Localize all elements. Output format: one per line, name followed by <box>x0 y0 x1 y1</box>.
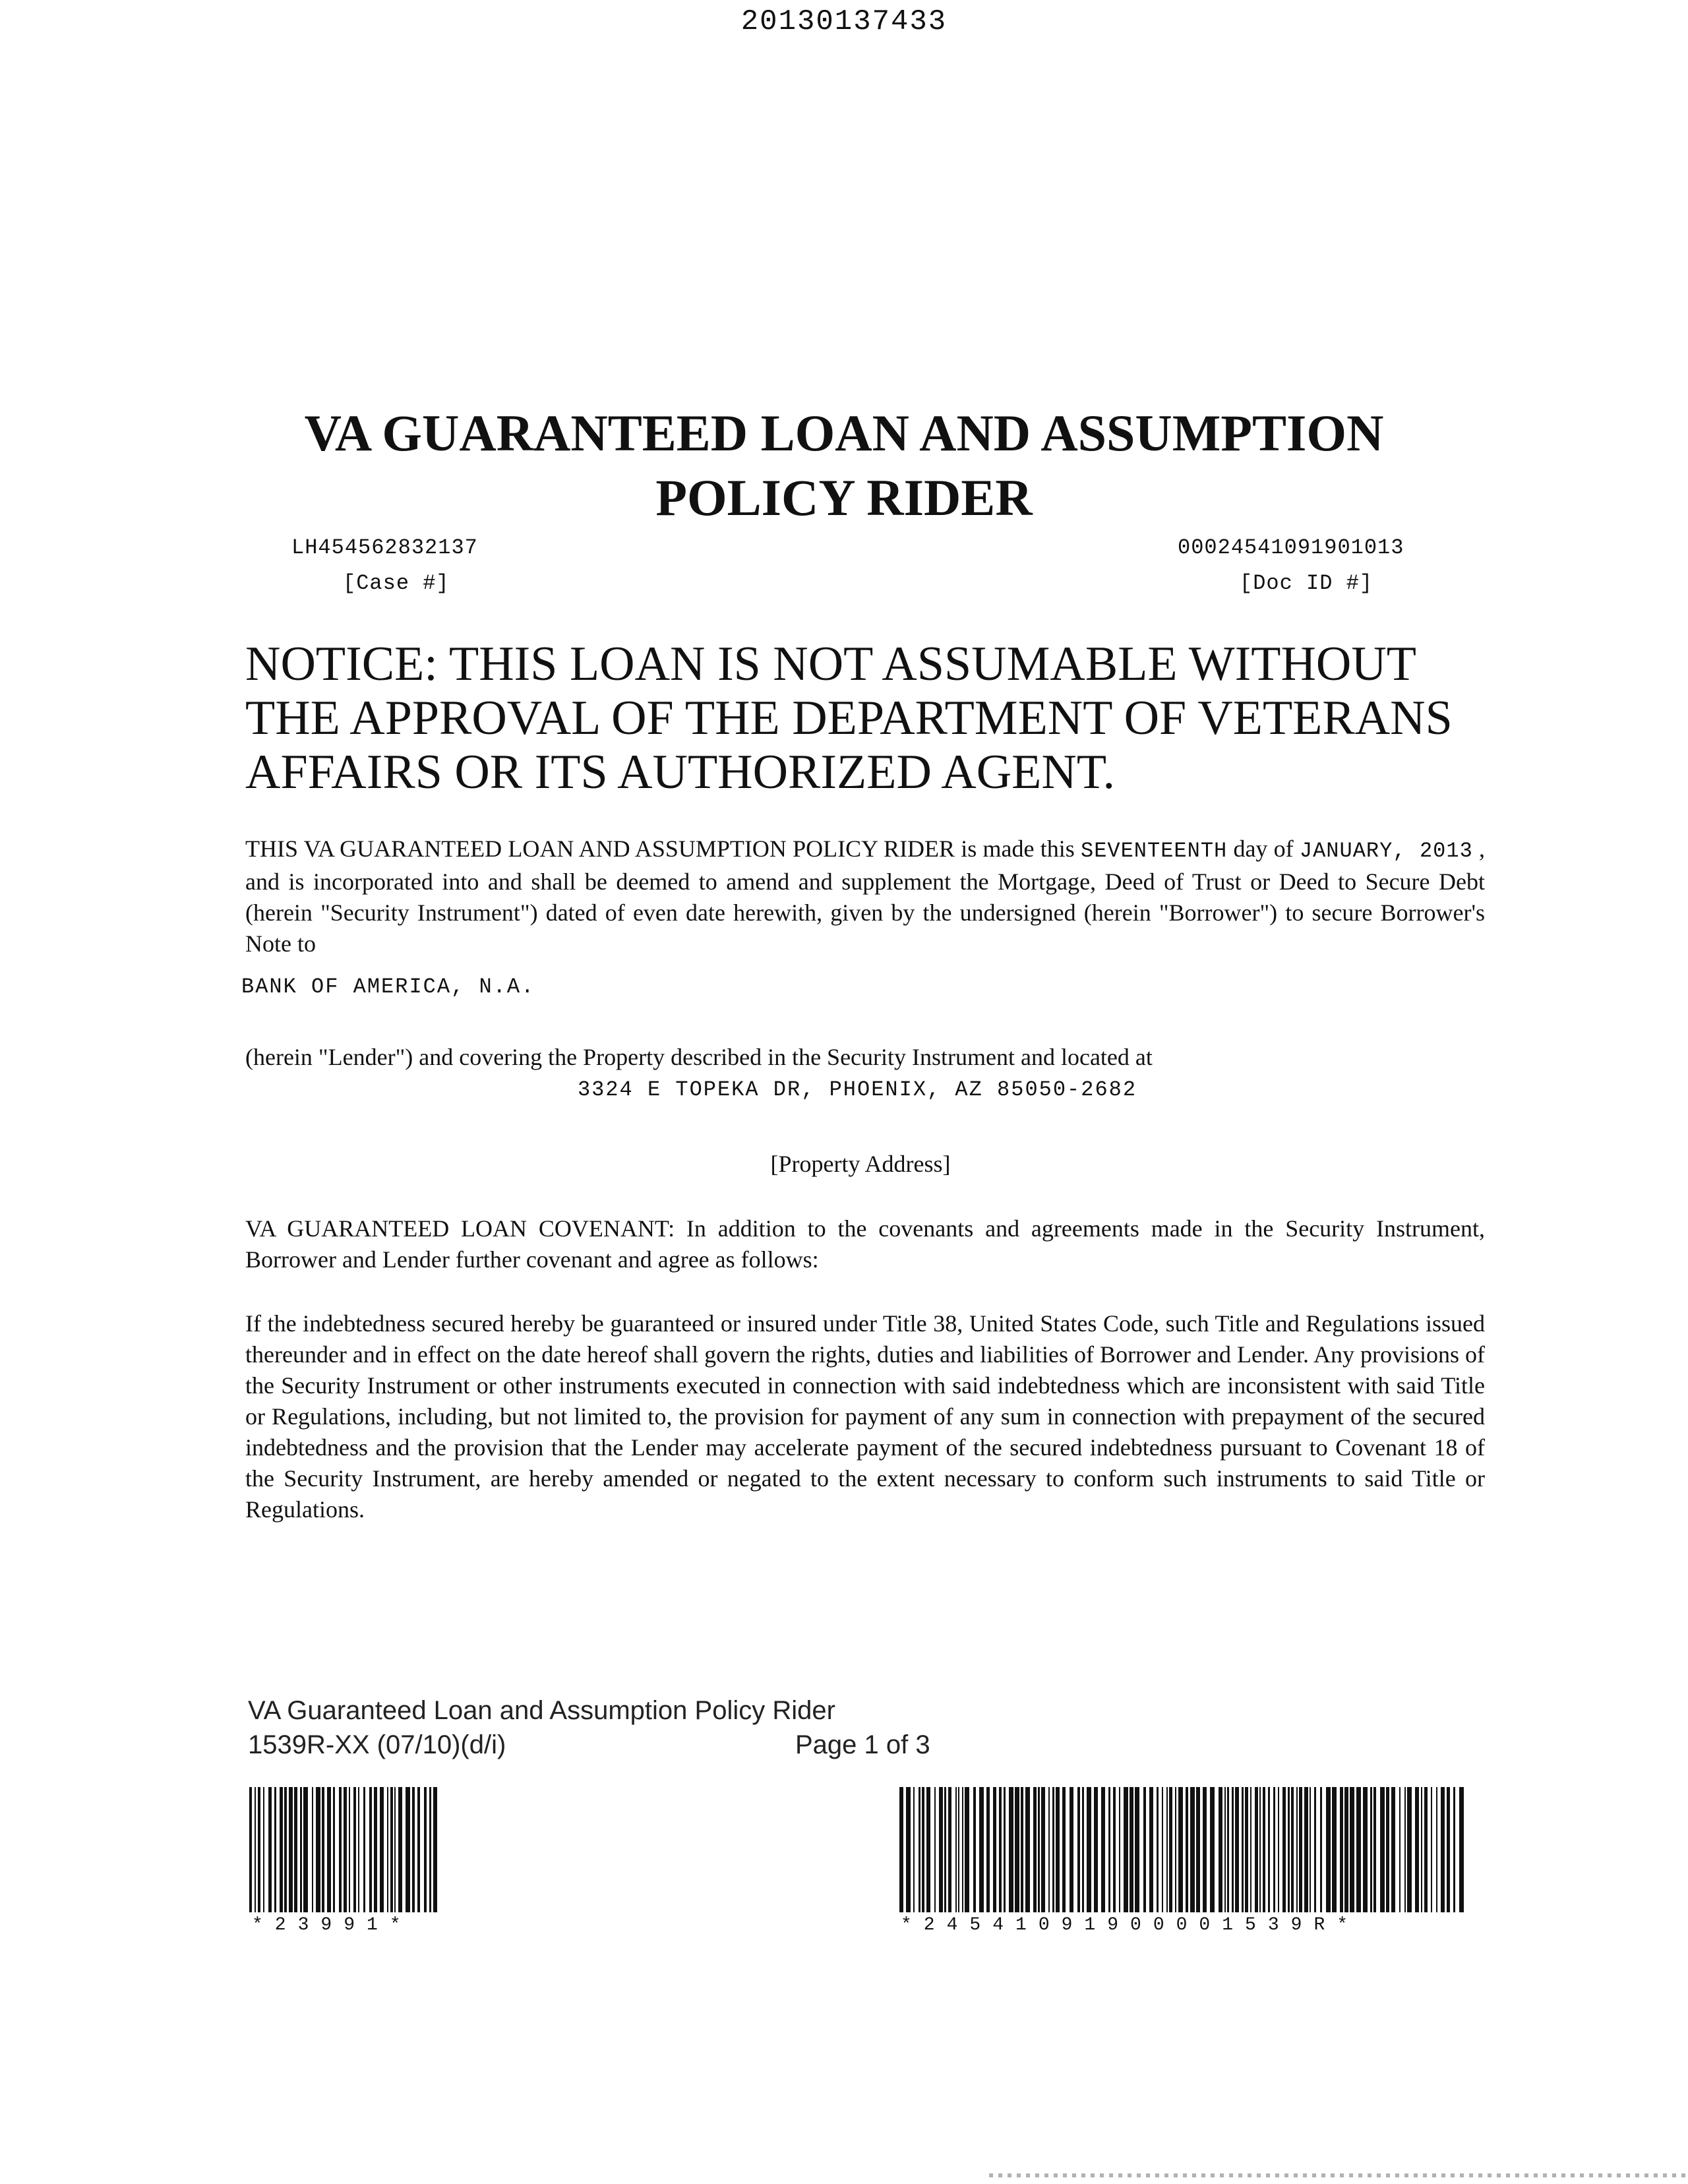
doc-id-number: 00024541091901013 <box>1178 535 1404 560</box>
barcode-bar <box>1310 1787 1311 1912</box>
barcode-bar <box>1259 1787 1261 1912</box>
barcode-bar <box>1108 1787 1110 1912</box>
scan-edge-marks <box>989 2173 1688 2177</box>
barcode-bar <box>284 1787 287 1912</box>
intro-text: THIS VA GUARANTEED LOAN AND ASSUMPTION POLICY RIDER is made this <box>245 835 1081 862</box>
barcode-bar <box>1268 1787 1270 1912</box>
barcode-bar <box>1210 1787 1215 1912</box>
barcode-bar <box>962 1787 963 1912</box>
barcode-bar <box>1015 1787 1019 1912</box>
barcode-bar <box>1326 1787 1331 1912</box>
barcode-bar <box>1370 1787 1372 1912</box>
document-title-line: VA GUARANTEED LOAN AND ASSUMPTION <box>304 404 1384 462</box>
barcode-bar <box>424 1787 427 1912</box>
barcode-bar <box>1178 1787 1183 1912</box>
barcode-bar <box>294 1787 297 1912</box>
barcode-bar <box>913 1787 915 1912</box>
barcode-bar <box>349 1787 350 1912</box>
barcode-bar <box>1404 1787 1406 1912</box>
barcode-bar <box>919 1787 920 1912</box>
barcode-bar <box>1113 1787 1116 1912</box>
barcode-bar <box>300 1787 302 1912</box>
barcode-bar <box>1282 1787 1286 1912</box>
barcode-bar <box>986 1787 990 1912</box>
barcode-bar <box>1227 1787 1229 1912</box>
barcode-bar <box>1288 1787 1290 1912</box>
barcode-bar <box>1304 1787 1308 1912</box>
barcode-bar <box>1196 1787 1200 1912</box>
barcode-bar <box>1130 1787 1133 1912</box>
barcode-bar <box>939 1787 943 1912</box>
barcode-bar <box>1025 1787 1030 1912</box>
barcode-bar <box>1263 1787 1265 1912</box>
case-number: LH454562832137 <box>291 535 478 560</box>
property-address: 3324 E TOPEKA DR, PHOENIX, AZ 85050-2682 <box>577 1077 1137 1102</box>
barcode-bar <box>934 1787 936 1912</box>
barcode-bar <box>1041 1787 1045 1912</box>
barcode-bar <box>374 1787 377 1912</box>
barcode-bar <box>433 1787 437 1912</box>
barcode-bar <box>258 1787 260 1912</box>
barcode-bar <box>255 1787 256 1912</box>
footer-form-name: VA Guaranteed Loan and Assumption Policy Rider <box>248 1696 835 1725</box>
barcode-bar <box>1332 1787 1337 1912</box>
barcode-bar <box>1453 1787 1455 1912</box>
barcode-bar <box>1350 1787 1354 1912</box>
barcode-bar <box>1441 1787 1445 1912</box>
barcode-bar <box>1162 1787 1163 1912</box>
barcode-bar <box>1415 1787 1419 1912</box>
barcode-bar <box>268 1787 272 1912</box>
barcode-bar <box>390 1787 393 1912</box>
barcode-bar <box>979 1787 984 1912</box>
barcode-bar <box>289 1787 293 1912</box>
covenant-paragraph: VA GUARANTEED LOAN COVENANT: In addition to the covenants and agreements made in the Security Instrument, Borrower and Lender further covenant and agree as follows: <box>245 1215 1485 1273</box>
barcode-bar <box>303 1787 308 1912</box>
intro-text: , and is incorporated into and shall be deemed to amend and supplement the Mortgage, Deed of Trust or Deed to Secure Debt (herein "Security Instrument") dated of even date herewith, given by the undersigned (herein "Borrower") to secure Borrower's Note to <box>245 835 1485 957</box>
lender-name: BANK OF AMERICA, N.A. <box>241 975 535 999</box>
barcode-bar <box>1094 1787 1098 1912</box>
barcode-bar <box>1424 1787 1428 1912</box>
barcode-bar <box>948 1787 951 1912</box>
barcode-bar <box>1119 1787 1120 1912</box>
barcode-bar <box>1407 1787 1412 1912</box>
barcode-bar <box>1273 1787 1275 1912</box>
barcode-bar <box>1296 1787 1298 1912</box>
barcode-bar <box>394 1787 396 1912</box>
barcode-bar <box>412 1787 415 1912</box>
barcode-bar <box>358 1787 359 1912</box>
barcode-bar <box>316 1787 320 1912</box>
date-fill: JANUARY, 2013 <box>1299 839 1473 863</box>
intro-text: day of <box>1227 835 1300 862</box>
day-fill: SEVENTEENTH <box>1080 839 1228 863</box>
doc-id-label: [Doc ID #] <box>1240 571 1373 595</box>
barcode-bar <box>955 1787 957 1912</box>
barcode-bar <box>1166 1787 1168 1912</box>
barcode-bar <box>1380 1787 1385 1912</box>
barcode-bar <box>280 1787 283 1912</box>
barcode-bar <box>1391 1787 1395 1912</box>
intro-paragraph <box>245 834 1485 959</box>
case-label: [Case #] <box>343 571 450 595</box>
title38-paragraph: If the indebtedness secured hereby be guaranteed or insured under Title 38, United States Code, such Title and Regulations issued thereunder and in effect on the date hereof shall govern the rights, duties and liabilities of Borrower and Lender. Any provisions of the Security Instrument or other instruments executed in connection with said indebtedness which are inconsistent with said Title or Regulations, including, but not limited to, the provision for payment of any sum in connection with prepayment of the secured indebtedness and the provision that the Lender may accelerate payment of the secured indebtedness pursuant to Covenant 18 of the Security Instrument, are hereby amended or negated to the extent necessary to conform such instruments to said Title or Regulations. <box>245 1310 1485 1523</box>
barcode-bar <box>429 1787 431 1912</box>
barcode-bar <box>249 1787 252 1912</box>
barcode-bar <box>263 1787 264 1912</box>
barcode-bar <box>344 1787 347 1912</box>
barcode-bar <box>1052 1787 1054 1912</box>
barcode-bar <box>327 1787 331 1912</box>
barcode-bar <box>1169 1787 1172 1912</box>
barcode-bar <box>926 1787 930 1912</box>
document-title-line: POLICY RIDER <box>655 469 1033 526</box>
assumption-notice <box>245 637 1485 799</box>
barcode-bar <box>274 1787 276 1912</box>
barcode-bar <box>899 1787 903 1912</box>
barcode-bar <box>1077 1787 1080 1912</box>
barcode-right-text: *24541091900001539R* <box>901 1915 1360 1935</box>
barcode-bar <box>1203 1787 1207 1912</box>
barcode-bar <box>1447 1787 1450 1912</box>
barcode-bar <box>1124 1787 1128 1912</box>
barcode-left <box>249 1787 438 1912</box>
barcode-bar <box>922 1787 924 1912</box>
barcode-bar <box>1135 1787 1139 1912</box>
notice-line: THE APPROVAL OF THE DEPARTMENT OF VETERANS <box>245 691 1453 745</box>
barcode-bar <box>1056 1787 1060 1912</box>
barcode-bar <box>1157 1787 1159 1912</box>
barcode-bar <box>353 1787 356 1912</box>
barcode-bar <box>1278 1787 1279 1912</box>
barcode-bar <box>387 1787 388 1912</box>
barcode-bar <box>406 1787 410 1912</box>
barcode-bar <box>333 1787 335 1912</box>
barcode-bar <box>1038 1787 1040 1912</box>
barcode-bar <box>1175 1787 1176 1912</box>
barcode-bar <box>1356 1787 1361 1912</box>
barcode-bar <box>1242 1787 1244 1912</box>
barcode-bar <box>1219 1787 1222 1912</box>
barcode-bar <box>944 1787 946 1912</box>
notice-line: NOTICE: THIS LOAN IS NOT ASSUMABLE WITHOUT <box>245 637 1416 691</box>
barcode-bar <box>1431 1787 1432 1912</box>
barcode-bar <box>1299 1787 1302 1912</box>
barcode-right <box>899 1787 1468 1912</box>
barcode-bar <box>1009 1787 1013 1912</box>
barcode-bar <box>380 1787 384 1912</box>
barcode-bar <box>1421 1787 1422 1912</box>
footer-form-code: 1539R-XX (07/10)(d/i) <box>248 1730 506 1759</box>
barcode-bar <box>1340 1787 1343 1912</box>
barcode-bar <box>1399 1787 1401 1912</box>
barcode-bar <box>1004 1787 1006 1912</box>
barcode-bar <box>398 1787 402 1912</box>
barcode-bar <box>1186 1787 1188 1912</box>
barcode-bar <box>958 1787 959 1912</box>
barcode-bar <box>339 1787 342 1912</box>
footer-page-info: Page 1 of 3 <box>795 1730 930 1759</box>
barcode-bar <box>1250 1787 1251 1912</box>
barcode-bar <box>965 1787 969 1912</box>
barcode-bar <box>1101 1787 1105 1912</box>
barcode-bar <box>1373 1787 1376 1912</box>
barcode-bar <box>363 1787 365 1912</box>
property-address-label: [Property Address] <box>770 1151 951 1177</box>
barcode-bar <box>1048 1787 1050 1912</box>
barcode-bar <box>1070 1787 1073 1912</box>
document-title <box>198 401 1490 530</box>
barcode-bar <box>1232 1787 1234 1912</box>
notice-line: AFFAIRS OR ITS AUTHORIZED AGENT. <box>245 745 1116 799</box>
barcode-bar <box>1062 1787 1066 1912</box>
barcode-bar <box>1082 1787 1084 1912</box>
barcode-bar <box>417 1787 420 1912</box>
barcode-bar <box>1344 1787 1348 1912</box>
barcode-bar <box>1235 1787 1239 1912</box>
barcode-bar <box>312 1787 313 1912</box>
barcode-bar <box>1224 1787 1226 1912</box>
barcode-bar <box>1149 1787 1153 1912</box>
barcode-bar <box>1190 1787 1195 1912</box>
barcode-left-text: *23991* <box>252 1915 413 1935</box>
barcode-bar <box>993 1787 996 1912</box>
lender-paragraph: (herein "Lender") and covering the Property described in the Security Instrument and located at <box>245 1044 1153 1070</box>
barcode-bar <box>973 1787 976 1912</box>
recording-number: 20130137433 <box>740 5 948 38</box>
barcode-bar <box>1436 1787 1437 1912</box>
barcode-bar <box>1320 1787 1322 1912</box>
barcode-bar <box>1087 1787 1091 1912</box>
barcode-bar <box>1363 1787 1368 1912</box>
barcode-bar <box>1021 1787 1023 1912</box>
barcode-bar <box>1033 1787 1037 1912</box>
barcode-bar <box>322 1787 324 1912</box>
barcode-bar <box>1255 1787 1258 1912</box>
barcode-bar <box>369 1787 372 1912</box>
barcode-bar <box>1291 1787 1294 1912</box>
barcode-bar <box>1143 1787 1146 1912</box>
barcode-bar <box>1386 1787 1389 1912</box>
barcode-bar <box>1245 1787 1248 1912</box>
barcode-bar <box>906 1787 911 1912</box>
barcode-bar <box>999 1787 1002 1912</box>
barcode-bar <box>1459 1787 1464 1912</box>
barcode-bar <box>1314 1787 1316 1912</box>
